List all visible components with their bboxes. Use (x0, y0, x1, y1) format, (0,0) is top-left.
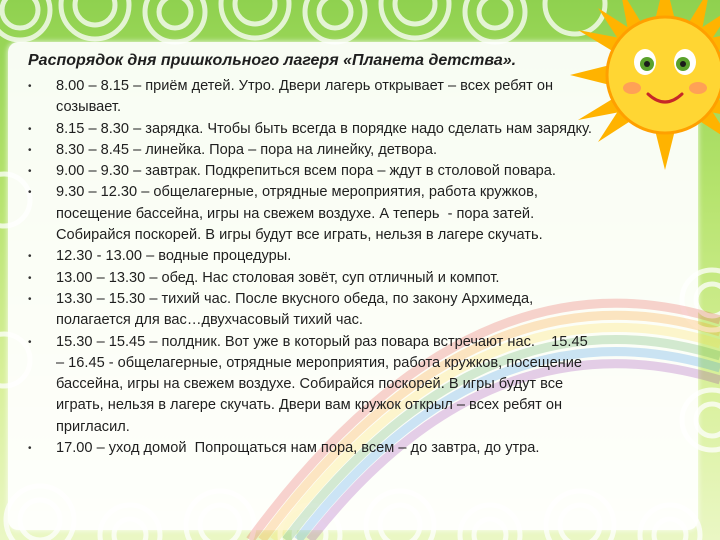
bullet-icon: • (28, 251, 32, 263)
bullet-icon: • (28, 123, 32, 135)
schedule-item (28, 182, 678, 246)
schedule-item (28, 246, 678, 267)
schedule-item-line: 9.30 – 12.30 – общелагерные, отрядные мероприятия, работа кружков, (56, 184, 538, 201)
schedule-item-line: созывает. (56, 99, 122, 116)
schedule-item (28, 268, 678, 289)
bullet-icon: • (28, 443, 32, 455)
schedule-item-line: 15.30 – 15.45 – полдник. Вот уже в который раз повара встречают нас. 15.45 (56, 333, 588, 350)
schedule-item (28, 140, 678, 161)
schedule-item (28, 161, 678, 182)
schedule-item-line: – 16.45 - общелагерные, отрядные мероприятия, работа кружков, посещение (56, 354, 583, 371)
bullet-icon: • (28, 293, 32, 305)
schedule-item (28, 332, 678, 438)
bullet-icon: • (28, 336, 32, 348)
schedule-item (28, 438, 678, 459)
bullet-icon: • (28, 272, 32, 284)
bullet-icon: • (28, 81, 32, 92)
schedule-list (28, 76, 678, 459)
schedule-item-line: Собирайся поскорей. В игры будут все играть, нельзя в лагере скучать. (56, 227, 543, 244)
schedule-item (28, 289, 678, 332)
schedule-item-line: полагается для вас…двухчасовый тихий час. (56, 312, 363, 329)
schedule-item (28, 119, 678, 140)
schedule-item-line: 17.00 – уход домой Попрощаться нам пора, всем – до завтра, до утра. (56, 440, 540, 457)
schedule-item-line: 8.00 – 8.15 – приём детей. Утро. Двери лагерь открывает – всех ребят он (56, 78, 554, 94)
bullet-icon: • (28, 187, 32, 199)
page-title: Распорядок дня пришкольного лагеря «Планета детства». (28, 52, 517, 69)
schedule-item-line: 12.30 - 13.00 – водные процедуры. (56, 248, 292, 265)
schedule-item-line: бассейна, игры на свежем воздухе. Собирайся поскорей. В игры будут все (56, 376, 564, 393)
bullet-icon: • (28, 166, 32, 178)
schedule-item-line: 8.30 – 8.45 – линейка. Пора – пора на линейку, детвора. (56, 141, 438, 158)
schedule-item-line: пригласил. (56, 418, 130, 435)
schedule-item (28, 76, 678, 119)
schedule-item-line: посещение бассейна, игры на свежем воздухе. А теперь - пора затей. (56, 205, 535, 222)
schedule-item-line: 8.15 – 8.30 – зарядка. Чтобы быть всегда в порядке надо сделать нам зарядку. (56, 120, 592, 137)
schedule-item-line: 9.00 – 9.30 – завтрак. Подкрепиться всем пора – ждут в столовой повара. (56, 163, 556, 180)
schedule-item-line: 13.00 – 13.30 – обед. Нас столовая зовёт, суп отличный и компот. (56, 269, 500, 286)
bullet-icon: • (28, 144, 32, 156)
schedule-item-line: играть, нельзя в лагере скучать. Двери вам кружок открыл – всех ребят он (56, 397, 563, 414)
schedule-item-line: 13.30 – 15.30 – тихий час. После вкусного обеда, по закону Архимеда, (56, 290, 534, 307)
